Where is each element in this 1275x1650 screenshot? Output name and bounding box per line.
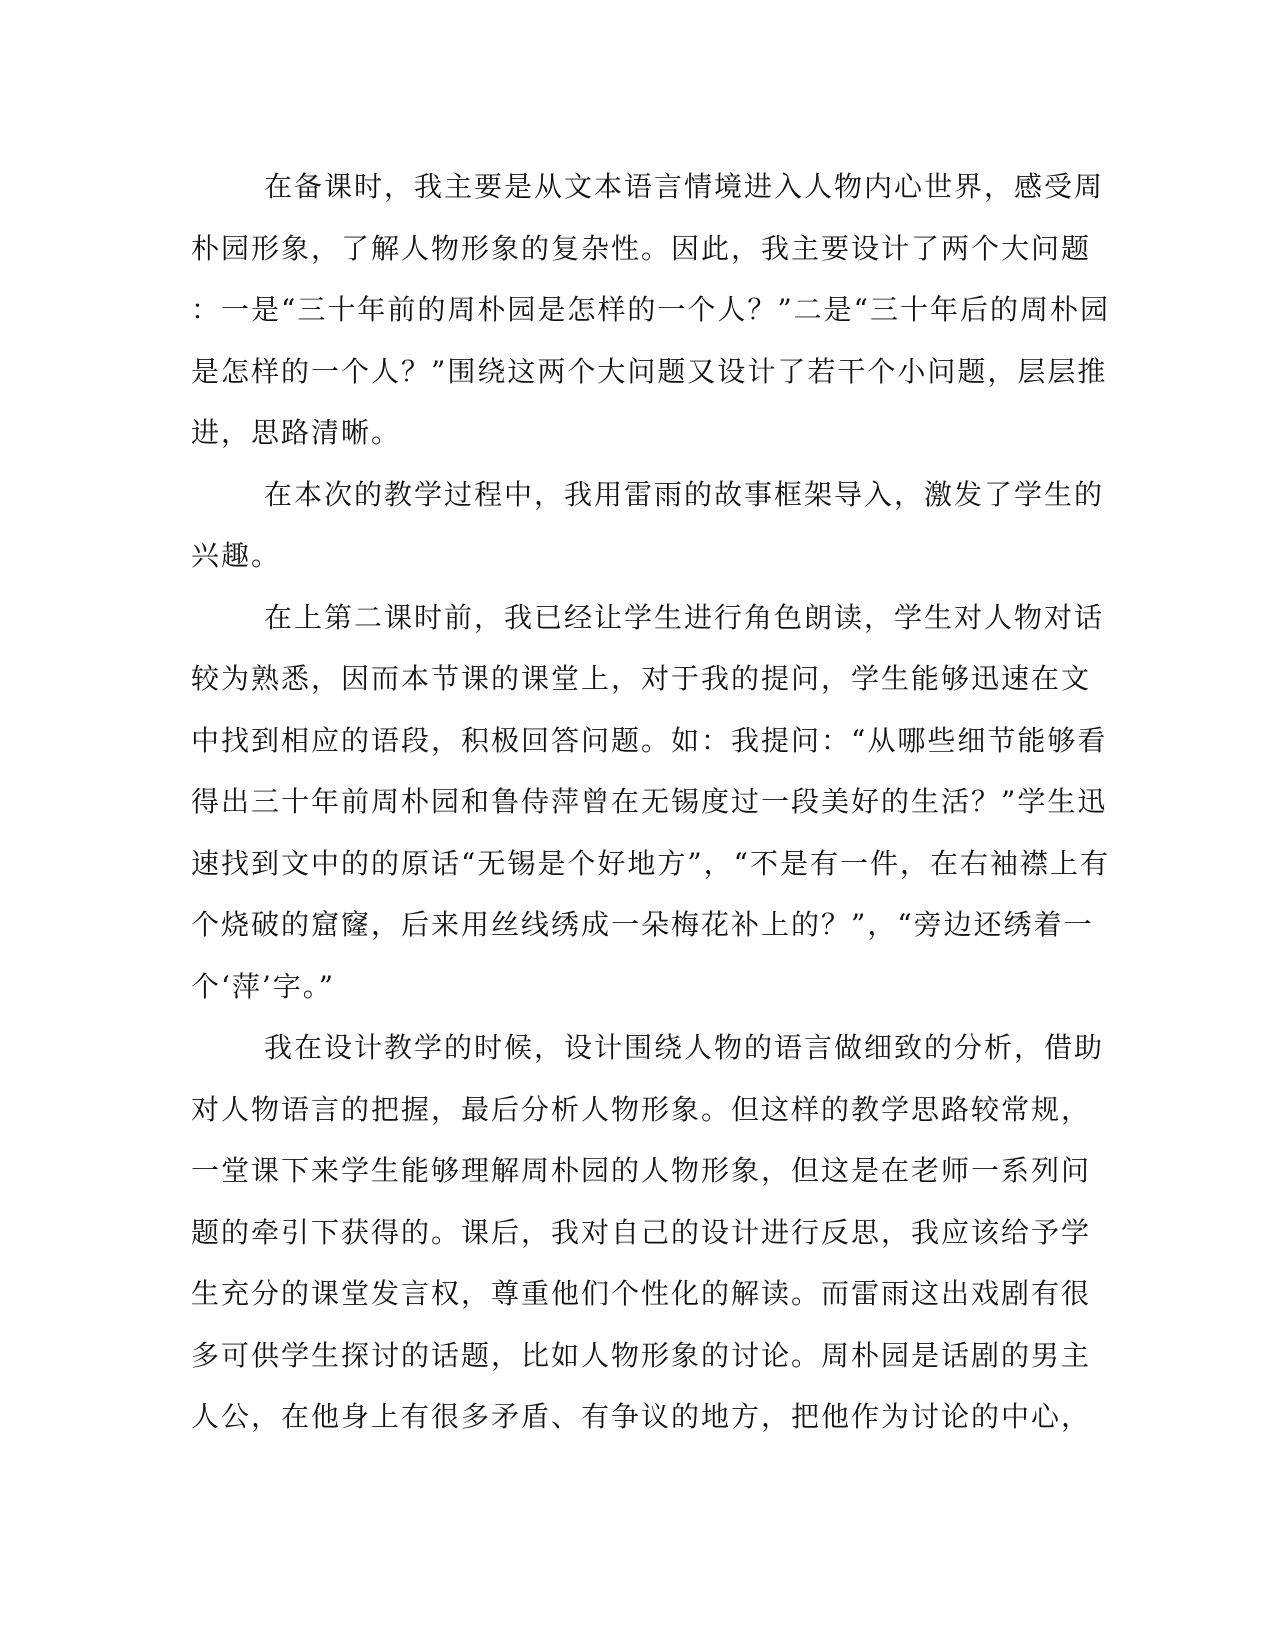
paragraph-2 — [191, 464, 1105, 587]
text-line: 进，思路清晰。 — [191, 416, 402, 449]
text-line: 个‘萍’字。” — [191, 969, 336, 1003]
text-line: 中找到相应的语段，积极回答问题。如：我提问：“从哪些细节能够看 — [191, 723, 1108, 757]
paragraph-3 — [191, 587, 1110, 1018]
text-line: 得出三十年前周朴园和鲁侍萍曾在无锡度过一段美好的生活？”学生迅 — [191, 785, 1108, 818]
text-line: 生充分的课堂发言权，尊重他们个性化的解读。而雷雨这出戏剧有很 — [191, 1277, 1092, 1310]
paragraph-1 — [191, 156, 1110, 464]
text-line: 多可供学生探讨的话题，比如人物形象的讨论。周朴园是话剧的男主 — [191, 1338, 1092, 1372]
text-line: 一堂课下来学生能够理解周朴园的人物形象，但这是在老师一系列问 — [191, 1154, 1092, 1187]
text-line: 在本次的教学过程中，我用雷雨的故事框架导入，激发了学生的 — [264, 477, 1105, 511]
text-line: 题的牵引下获得的。课后，我对自己的设计进行反思，我应该给予学 — [191, 1215, 1092, 1249]
document-body — [191, 156, 1110, 1448]
text-line: 在备课时，我主要是从文本语言情境进入人物内心世界，感受周 — [264, 170, 1105, 203]
text-line: 兴趣。 — [191, 539, 282, 572]
text-line: ：一是“三十年前的周朴园是怎样的一个人？”二是“三十年后的周朴园 — [191, 293, 1110, 326]
paragraph-4 — [191, 1017, 1105, 1448]
text-line: 是怎样的一个人？”围绕这两个大问题又设计了若干个小问题，层层推 — [191, 354, 1108, 388]
text-line: 在上第二课时前，我已经让学生进行角色朗读，学生对人物对话 — [264, 600, 1105, 634]
text-line: 我在设计教学的时候，设计围绕人物的语言做细致的分析，借助 — [264, 1031, 1105, 1064]
text-line: 人公，在他身上有很多矛盾、有争议的地方，把他作为讨论的中心， — [191, 1400, 1092, 1433]
text-line: 个烧破的窟窿，后来用丝线绣成一朵梅花补上的？”，“旁边还绣着一 — [191, 908, 1094, 941]
text-line: 对人物语言的把握，最后分析人物形象。但这样的教学思路较常规， — [191, 1092, 1092, 1126]
text-line: 较为熟悉，因而本节课的课堂上，对于我的提问，学生能够迅速在文 — [191, 662, 1092, 695]
text-line: 速找到文中的的原话“无锡是个好地方”，“不是有一件，在右袖襟上有 — [191, 846, 1110, 880]
text-line: 朴园形象，了解人物形象的复杂性。因此，我主要设计了两个大问题 — [191, 231, 1092, 265]
